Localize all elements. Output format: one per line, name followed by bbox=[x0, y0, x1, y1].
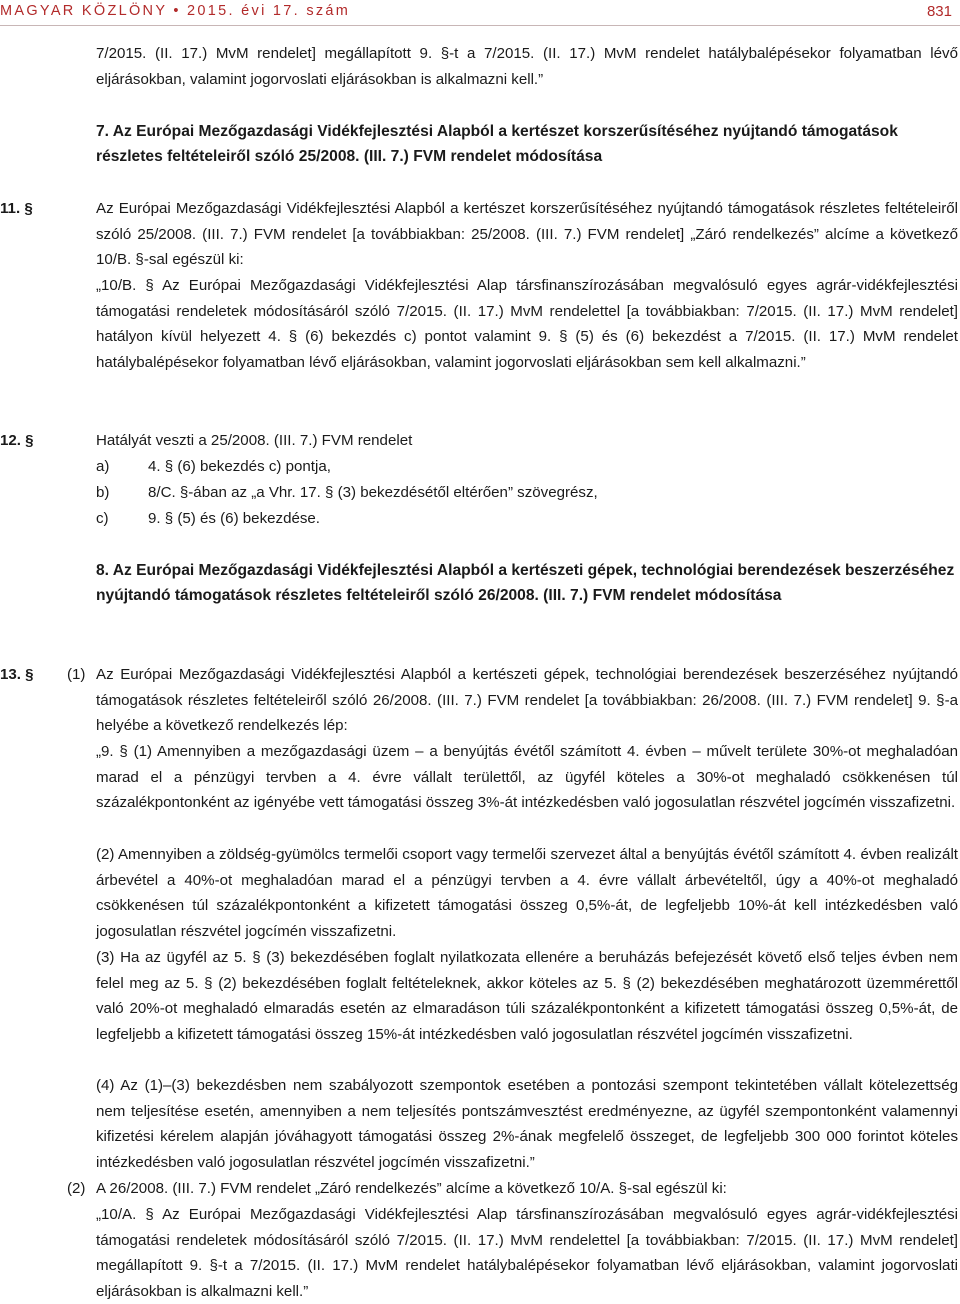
section-7-heading: 7. Az Európai Mezőgazdasági Vidékfejlesztési Alapból a kertészet korszerűsítéséhez nyújtandó támogatások részletes feltételeiről szóló 25/2008. (III. 7.) FVM rendelet módosítása bbox=[96, 123, 898, 165]
subsection-2-number: (2) bbox=[67, 1180, 86, 1197]
list-item-label: a) bbox=[96, 458, 110, 475]
subsection-1-number: (1) bbox=[67, 666, 86, 683]
list-item-label: c) bbox=[96, 510, 109, 527]
intro-continuation: 7/2015. (II. 17.) MvM rendelet] megállapított 9. §-t a 7/2015. (II. 17.) MvM rendelet hatálybalépésekor folyamatban lévő eljárásokban, valamint jogorvoslati eljárásokban is alkalmazni kell.” bbox=[96, 45, 958, 88]
page-number: 831 bbox=[926, 3, 952, 20]
paragraph-11-number: 11. § bbox=[0, 200, 33, 217]
list-item-label: b) bbox=[96, 484, 110, 501]
header-rule bbox=[0, 25, 960, 26]
list-item-text: 4. § (6) bekezdés c) pontja, bbox=[148, 458, 331, 475]
list-item-text: 8/C. §-ában az „a Vhr. 17. § (3) bekezdésétől eltérően” szövegrész, bbox=[148, 484, 598, 501]
quoted-9-2: (2) Amennyiben a zöldség-gyümölcs termelői csoport vagy termelői szervezet által a benyújtás évétől számított 4. évben realizált árbevétel a 40%-ot meghaladóan marad el a pénzügyi tervben a 4. évre vállalt árbevételtől, úgy a 40%-ot meghaladó csökkenésen túl százalékpontonként a kifizetett támogatási összeg 0,5%-át, de legfeljebb 10%-át kell intézkedésben való jogosulatlan részvétel jogcímén visszafizetni. bbox=[96, 846, 958, 940]
paragraph-12-number: 12. § bbox=[0, 432, 34, 449]
quoted-9-1: „9. § (1) Amennyiben a mezőgazdasági üzem – a benyújtás évétől számított 4. évben – művelt területe 30%-ot meghaladóan marad el a pénzügyi tervben a 4. évre vállalt területtől, az ügyfél köteles a 30%-ot meghaladó csökkenésen túl százalékpontonként az igényébe vett támogatási összeg 3%-át intézkedésben való jogosulatlan részvétel jogcímén visszafizetni. bbox=[96, 743, 958, 811]
section-8-heading: 8. Az Európai Mezőgazdasági Vidékfejlesztési Alapból a kertészeti gépek, technológiai berendezések beszerzéséhez nyújtandó támogatások részletes feltételeiről szóló 26/2008. (III. 7.) FVM rendelet módosítása bbox=[96, 562, 955, 604]
list-item-text: 9. § (5) és (6) bekezdése. bbox=[148, 510, 320, 527]
quoted-9-4: (4) Az (1)–(3) bekezdésben nem szabályozott szempontok esetében a pontozási szempont tekintetében vállalt kötelezettség nem teljesítése esetén, amennyiben a nem teljesítés pontszámvesztést eredményezne, az ügyfél szempontonként valamennyi kifizetési kérelem alapján jóváhagyott támogatási összeg 2%-ának megfelelő összeget, de legfeljebb 300 000 forintot köteles intézkedésben való jogosulatlan részvétel jogcímén visszafizetni.” bbox=[96, 1077, 958, 1171]
subsection-2-text: A 26/2008. (III. 7.) FVM rendelet „Záró rendelkezés” alcíme a következő 10/A. §-sal egészül ki: bbox=[96, 1180, 727, 1197]
paragraph-12-text: Hatályát veszti a 25/2008. (III. 7.) FVM rendelet bbox=[96, 432, 413, 449]
journal-title: MAGYAR KÖZLÖNY • 2015. évi 17. szám bbox=[0, 3, 351, 19]
subsection-1-text: Az Európai Mezőgazdasági Vidékfejlesztési Alapból a kertészeti gépek, technológiai berendezések beszerzéséhez nyújtandó támogatások részletes feltételeiről szóló 26/2008. (III. 7.) FVM rendelet [a továbbiakban: 26/2008. (III. 7.) FVM rendelet] 9. §-a helyébe a következő rendelkezés lép: bbox=[96, 666, 958, 734]
paragraph-11-quote: „10/B. § Az Európai Mezőgazdasági Vidékfejlesztési Alap társfinanszírozásában megvalósuló egyes agrár-vidékfejlesztési támogatási rendeletek módosításáról szóló 7/2015. (II. 17.) MvM rendelettel [a továbbiakban: 7/2015. (II. 17.) MvM rendelet] hatályon kívül helyezett 4. § (6) bekezdés c) pontot valamint 9. § (5) és (6) bekezdést a 7/2015. (II. 17.) MvM rendelet hatálybalépésekor folyamatban lévő eljárásokban, valamint jogorvoslati eljárásokban sem kell alkalmazni.” bbox=[96, 277, 958, 371]
page-header bbox=[0, 0, 960, 36]
paragraph-13-number: 13. § bbox=[0, 666, 34, 683]
paragraph-11-text: Az Európai Mezőgazdasági Vidékfejlesztési Alapból a kertészet korszerűsítéséhez nyújtandó támogatások részletes feltételeiről szóló 25/2008. (III. 7.) FVM rendelet [a továbbiakban: 25/2008. (III. 7.) FVM rendelet] „Záró rendelkezés” alcíme a következő 10/B. §-sal egészül ki: bbox=[96, 200, 958, 268]
subsection-2-quote: „10/A. § Az Európai Mezőgazdasági Vidékfejlesztési Alap társfinanszírozásában megvalósuló egyes agrár-vidékfejlesztési támogatási rendeletek módosításáról szóló 7/2015. (II. 17.) MvM rendelettel [a továbbiakban: 7/2015. (II. 17.) MvM rendelet] megállapított 9. §-t a 7/2015. (II. 17.) MvM rendelet hatálybalépésekor folyamatban lévő eljárásokban, valamint jogorvoslati eljárásokban is alkalmazni kell.” bbox=[96, 1206, 958, 1300]
quoted-9-3: (3) Ha az ügyfél az 5. § (3) bekezdésében foglalt nyilatkozata ellenére a beruházás befejezését követő első teljes évben nem felel meg az 5. § (2) bekezdésében foglalt feltételeknek, akkor köteles az 5. § (2) bekezdésében meghatározott üzemmérettől való 20%-ot meghaladó elmaradás esetén az elmaradáson túli százalékpontonként a kifizetett támogatási összeg 0,5%-át, de legfeljebb a kifizetett támogatási összeg 15%-át intézkedésben való jogosulatlan részvétel jogcímén visszafizetni. bbox=[96, 949, 958, 1043]
